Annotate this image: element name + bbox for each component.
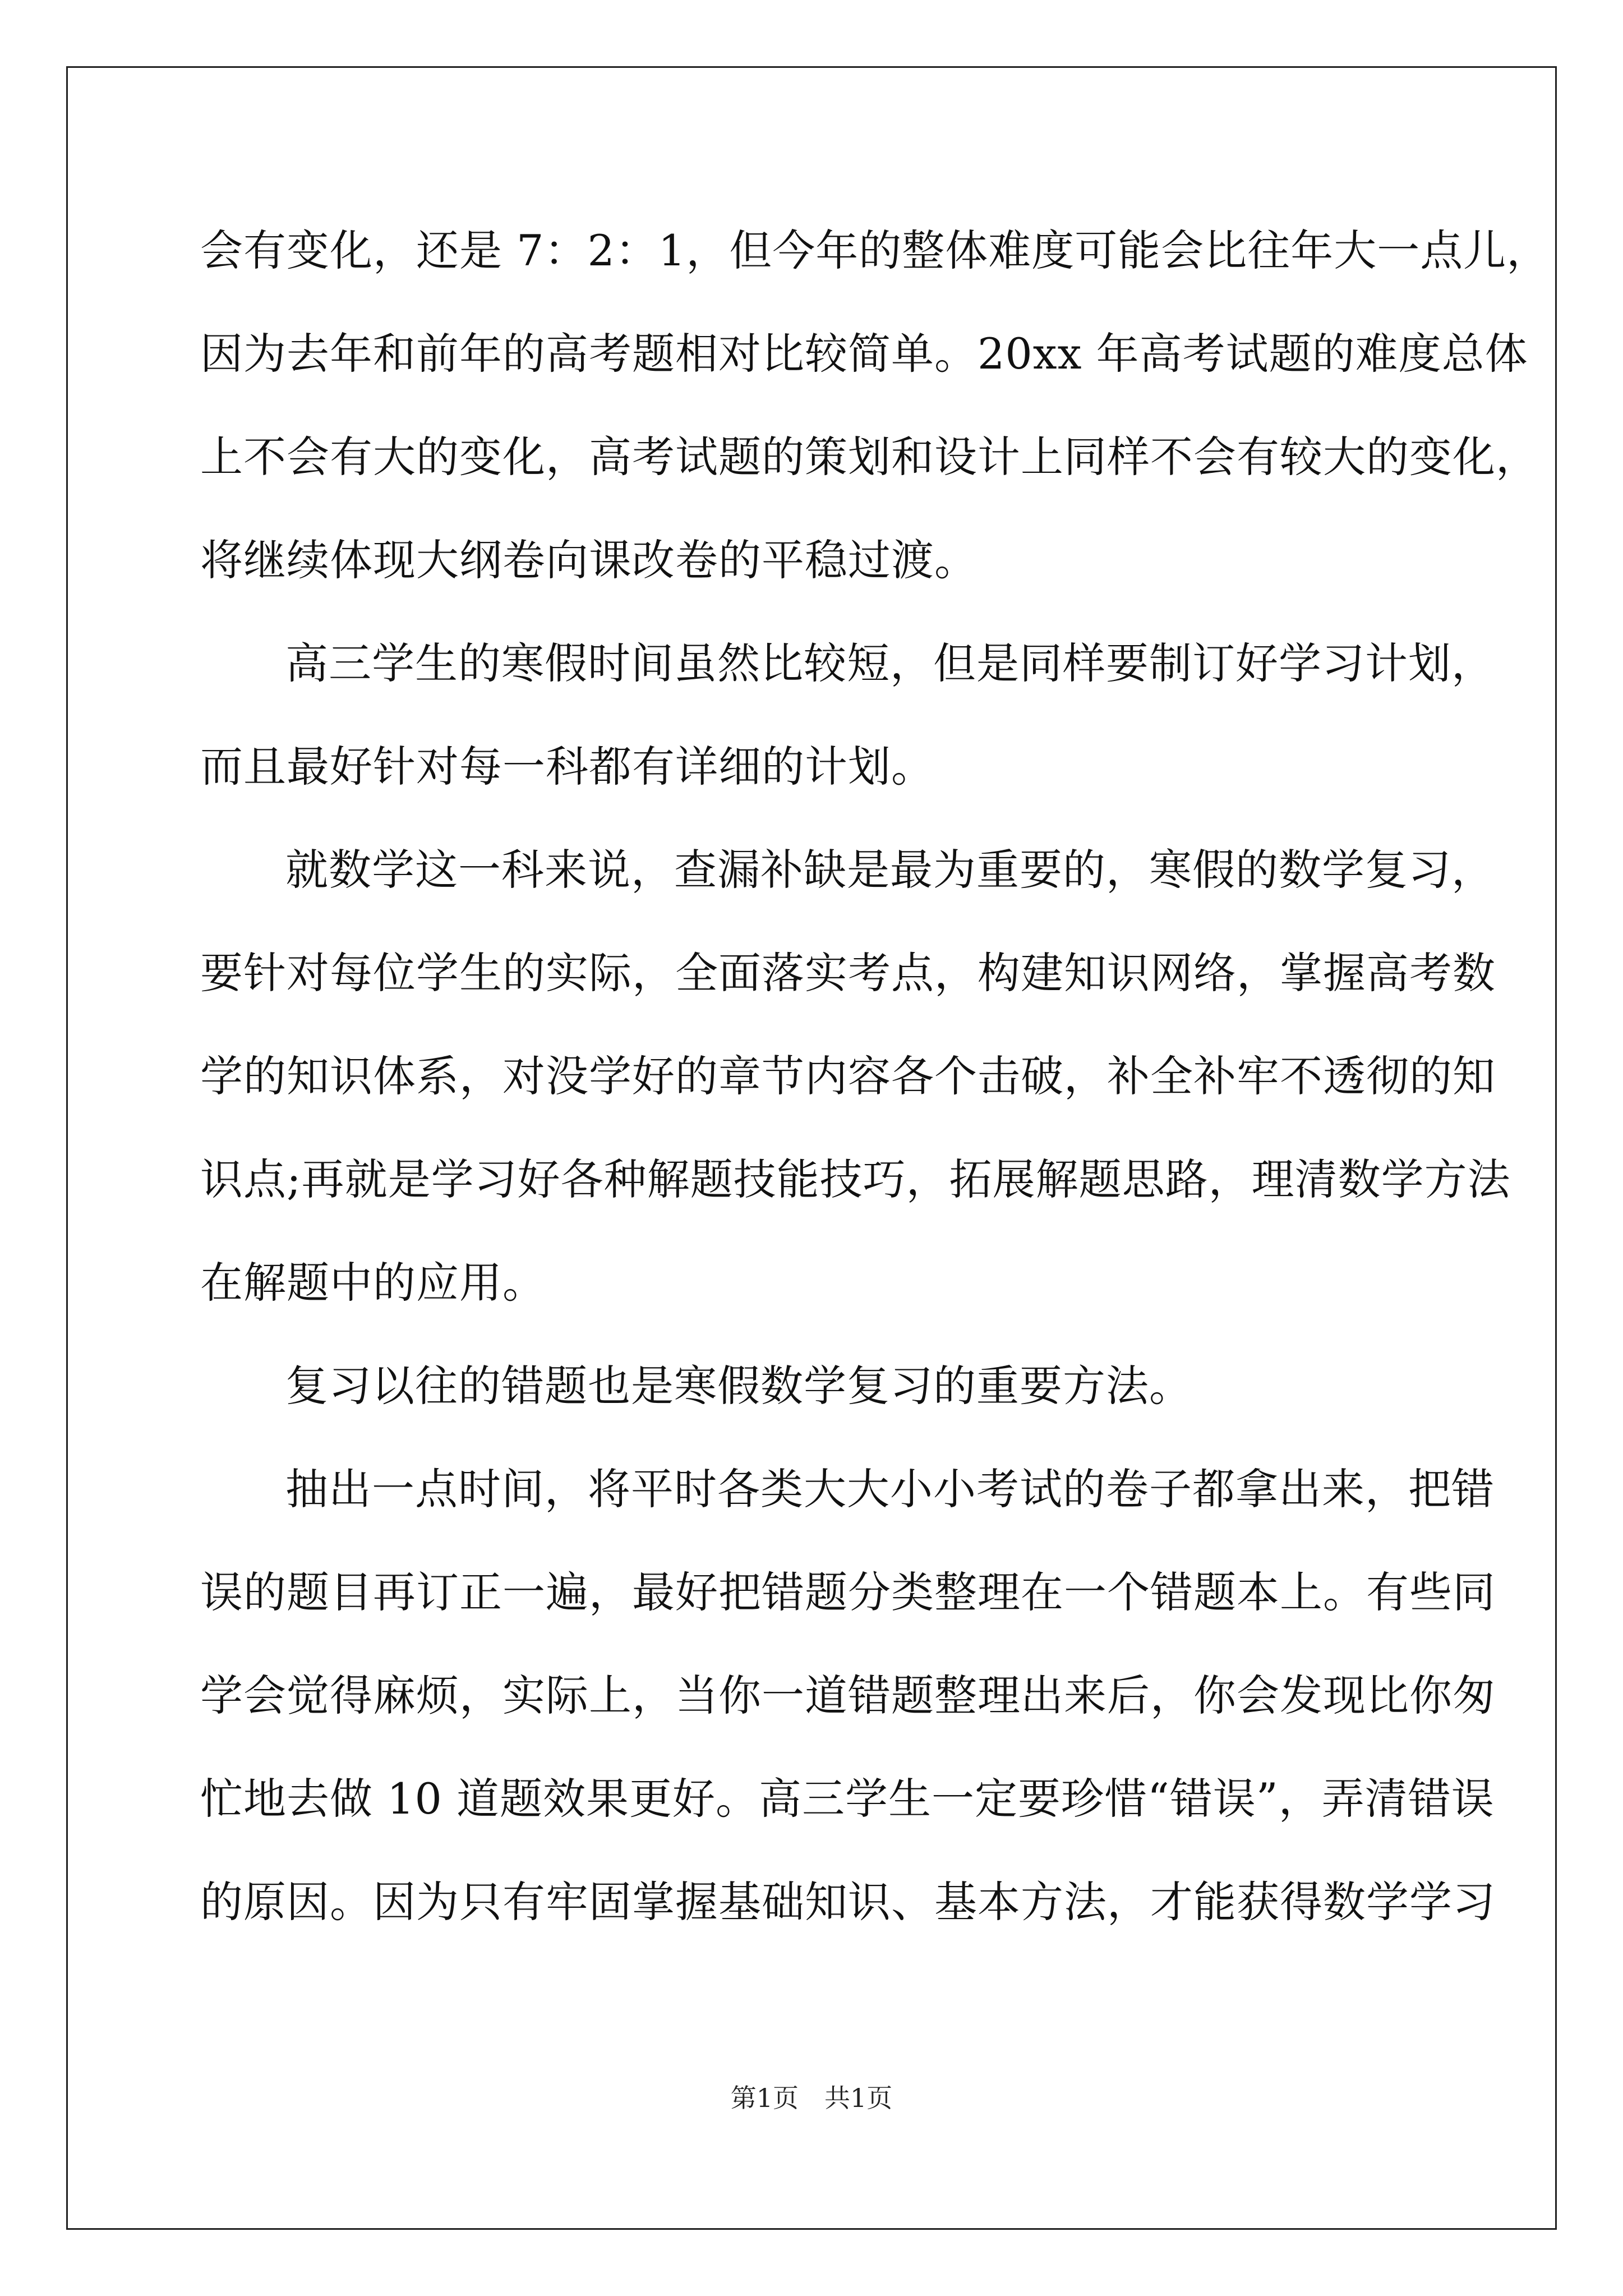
text-line: 误的题目再订正一遍，最好把错题分类整理在一个错题本上。有些同 xyxy=(200,1567,1496,1617)
document-body xyxy=(200,199,1550,1954)
text-line: 会有变化，还是 7：2：1，但今年的整体难度可能会比往年大一点儿， xyxy=(200,226,1550,275)
text-line: 将继续体现大纲卷向课改卷的平稳过渡。 xyxy=(200,535,978,585)
paragraph-first-line: 抽出一点时间，将平时各类大大小小考试的卷子都拿出来，把错 xyxy=(285,1464,1495,1514)
paragraph-first-line: 复习以往的错题也是寒假数学复习的重要方法。 xyxy=(285,1361,1192,1411)
text-line: 而且最好针对每一科都有详细的计划。 xyxy=(200,742,934,792)
text-line: 要针对每位学生的实际，全面落实考点，构建知识网络，掌握高考数 xyxy=(200,948,1496,998)
text-line: 学的知识体系，对没学好的章节内容各个击破，补全补牢不透彻的知 xyxy=(200,1051,1496,1101)
text-line: 学会觉得麻烦，实际上，当你一道错题整理出来后，你会发现比你匆 xyxy=(200,1671,1496,1720)
text-line: 因为去年和前年的高考题相对比较简单。20xx 年高考试题的难度总体 xyxy=(200,329,1528,379)
text-line: 忙地去做 10 道题效果更好。高三学生一定要珍惜“错误”，弄清错误 xyxy=(200,1774,1495,1824)
text-line: 在解题中的应用。 xyxy=(200,1258,546,1308)
text-line: 识点;再就是学习好各种解题技能技巧，拓展解题思路，理清数学方法 xyxy=(200,1154,1511,1204)
paragraph-first-line: 就数学这一科来说，查漏补缺是最为重要的，寒假的数学复习， xyxy=(285,845,1495,895)
page-number-footer: 第1页 共1页 xyxy=(730,2083,893,2113)
paragraph-first-line: 高三学生的寒假时间虽然比较短，但是同样要制订好学习计划， xyxy=(285,638,1495,688)
text-line: 的原因。因为只有牢固掌握基础知识、基本方法，才能获得数学学习 xyxy=(200,1877,1496,1927)
text-line: 上不会有大的变化，高考试题的策划和设计上同样不会有较大的变化， xyxy=(200,432,1539,482)
